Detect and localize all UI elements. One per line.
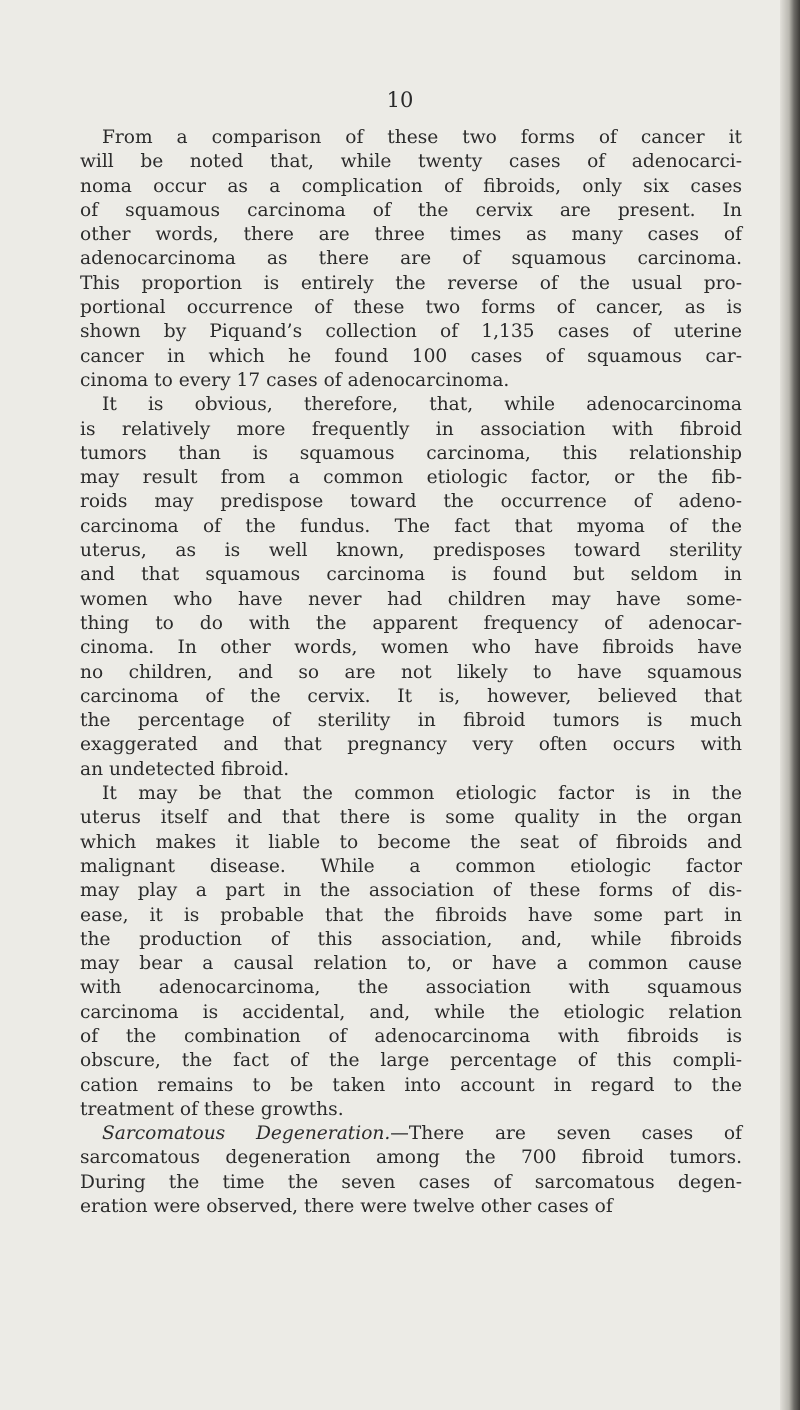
text-line: roids may predispose toward the occurrence of adeno- [80,491,742,513]
text-line: It is obvious, therefore, that, while adenocarcinoma [102,394,742,416]
text-line: adenocarcinoma as there are of squamous carcinoma. [80,248,742,270]
text-line: This proportion is entirely the reverse of the usual pro- [80,272,742,294]
text-line: tumors than is squamous carcinoma, this relationship [80,442,742,464]
text-line: portional occurrence of these two forms of cancer, as is [80,297,742,319]
text-line: the percentage of sterility in fibroid tumors is much [80,710,742,732]
text-line: may bear a causal relation to, or have a common cause [80,953,742,975]
text-line: shown by Piquand’s collection of 1,135 cases of uterine [80,321,742,343]
text-line: no children, and so are not likely to have squamous [80,661,742,683]
text-line: sarcomatous degeneration among the 700 fibroid tumors. [80,1147,742,1169]
text-line [80,1122,742,1146]
text-line: with adenocarcinoma, the association with squamous [80,977,742,999]
body-text [80,126,742,1219]
text-line: is relatively more frequently in association with fibroid [80,418,742,440]
text-line: of squamous carcinoma of the cervix are present. In [80,199,742,221]
text-line: During the time the seven cases of sarcomatous degen- [80,1171,742,1193]
text-line: carcinoma is accidental, and, while the etiologic relation [80,1001,742,1023]
text-line: obscure, the fact of the large percentage of this compli- [80,1050,742,1072]
page-number: 10 [386,88,414,112]
text-line: cation remains to be taken into account in regard to the [80,1074,742,1096]
text-line: It may be that the common etiologic factor is in the [102,783,742,805]
text-line: cancer in which he found 100 cases of squamous car- [80,345,742,367]
text-line: may play a part in the association of these forms of dis- [80,880,742,902]
text-line: women who have never had children may have some- [80,588,742,610]
text-line: may result from a common etiologic factor, or the fib- [80,467,742,489]
text-line: uterus itself and that there is some quality in the organ [80,807,742,829]
paragraph-common-factor [80,782,742,1122]
text-line: ease, it is probable that the fibroids have some part in [80,904,742,926]
paragraph-comparison [80,126,742,393]
text-line: will be noted that, while twenty cases of adenocarci- [80,151,742,173]
text-line: the production of this association, and, while fibroids [80,928,742,950]
text-line: and that squamous carcinoma is found but seldom in [80,564,742,586]
text-line: of the combination of adenocarcinoma with fibroids is [80,1025,742,1047]
text-line: cinoma to every 17 cases of adenocarcinoma. [80,369,510,391]
text-line: which makes it liable to become the seat of fibroids and [80,831,742,853]
text-line: eration were observed, there were twelve other cases of [80,1196,613,1218]
paragraph-sarcomatous [80,1122,742,1219]
paragraph-etiology [80,393,742,782]
text-line: carcinoma of the fundus. The fact that myoma of the [80,515,742,537]
text-line: From a comparison of these two forms of cancer it [102,127,742,148]
text-line: exaggerated and that pregnancy very often occurs with [80,734,742,756]
text-line: carcinoma of the cervix. It is, however, believed that [80,685,742,707]
text-line: uterus, as is well known, predisposes toward sterility [80,540,742,562]
text-line: cinoma. In other words, women who have fibroids have [80,637,742,659]
text-line: other words, there are three times as many cases of [80,224,742,246]
section-heading-sarcomatous: Sarcomatous Degeneration. [102,1123,391,1145]
text-line: thing to do with the apparent frequency of adenocar- [80,612,742,634]
text-line: treatment of these growths. [80,1098,344,1120]
page-edge-shadow [780,0,800,1410]
text-line: malignant disease. While a common etiologic factor [80,855,742,877]
text-run: —There are seven cases of [390,1123,742,1145]
text-line: noma occur as a complication of fibroids, only six cases [80,175,742,197]
text-line: an undetected fibroid. [80,758,290,780]
